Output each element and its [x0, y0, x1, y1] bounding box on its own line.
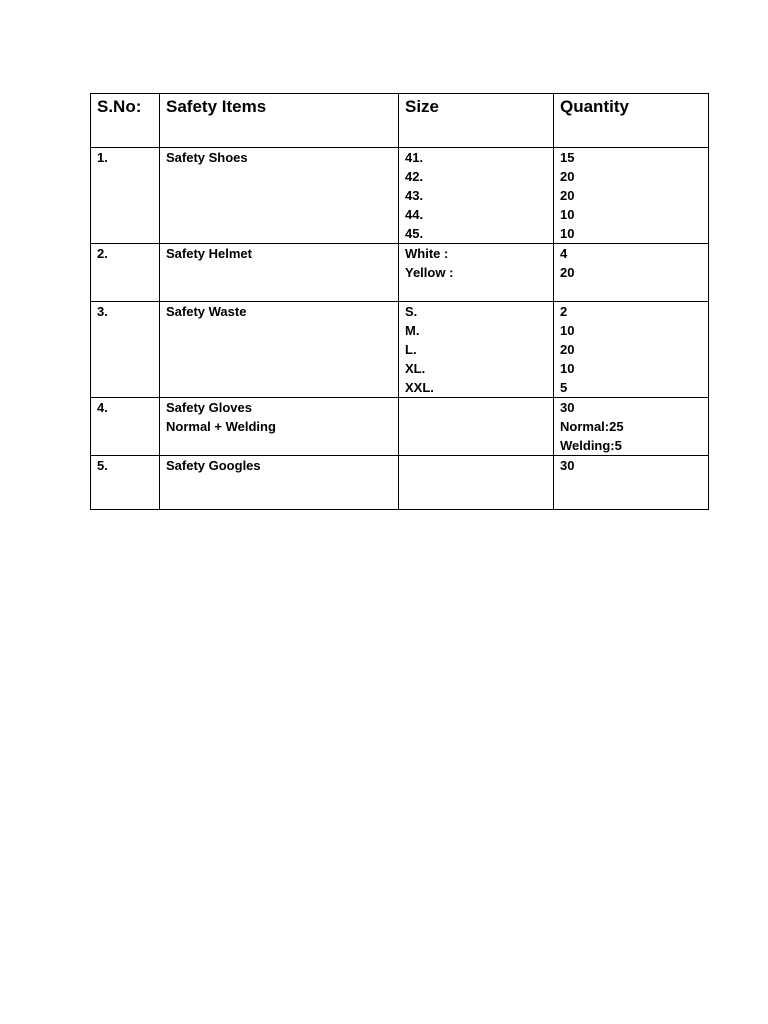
cell-size	[399, 244, 554, 302]
item-subtitle: Normal + Welding	[166, 419, 276, 434]
item-name: Safety Helmet	[166, 246, 252, 261]
item-name: Safety Googles	[166, 458, 261, 473]
cell-sno: 3.	[91, 302, 160, 398]
size-value: Yellow :	[405, 265, 454, 280]
item-name: Safety Shoes	[166, 150, 248, 165]
cell-sno: 1.	[91, 148, 160, 244]
quantity-value: Welding:5	[560, 438, 622, 453]
cell-size	[399, 456, 554, 510]
cell-size	[399, 398, 554, 456]
cell-item	[160, 302, 399, 398]
cell-item	[160, 398, 399, 456]
cell-sno: 4.	[91, 398, 160, 456]
quantity-value: 4	[560, 246, 568, 261]
quantity-value: Normal:25	[560, 419, 624, 434]
quantity-value: 10	[560, 226, 575, 241]
size-value: S.	[405, 304, 418, 319]
quantity-value: 10	[560, 323, 575, 338]
cell-quantity	[554, 302, 709, 398]
quantity-value: 20	[560, 169, 575, 184]
safety-items-table	[90, 93, 709, 510]
cell-sno: 5.	[91, 456, 160, 510]
cell-size	[399, 302, 554, 398]
item-name: Safety Waste	[166, 304, 247, 319]
cell-quantity	[554, 148, 709, 244]
cell-item	[160, 456, 399, 510]
cell-sno: 2.	[91, 244, 160, 302]
cell-item	[160, 244, 399, 302]
size-value: 43.	[405, 188, 424, 203]
quantity-value: 5	[560, 380, 568, 395]
item-name: Safety Gloves	[166, 400, 252, 415]
quantity-value: 30	[560, 458, 575, 473]
size-value: White :	[405, 246, 449, 261]
cell-quantity	[554, 456, 709, 510]
header-sno: S.No:	[91, 94, 160, 148]
quantity-value: 20	[560, 265, 575, 280]
size-value: XXL.	[405, 380, 434, 395]
table-row	[91, 148, 709, 244]
header-size: Size	[399, 94, 554, 148]
cell-quantity	[554, 244, 709, 302]
quantity-value: 20	[560, 188, 575, 203]
quantity-value: 10	[560, 207, 575, 222]
table-row	[91, 398, 709, 456]
quantity-value: 2	[560, 304, 568, 319]
size-value: L.	[405, 342, 417, 357]
header-safety-items: Safety Items	[160, 94, 399, 148]
table-row	[91, 456, 709, 510]
table-header-row	[91, 94, 709, 148]
quantity-value: 10	[560, 361, 575, 376]
table-row	[91, 302, 709, 398]
header-quantity: Quantity	[554, 94, 709, 148]
quantity-value: 30	[560, 400, 575, 415]
cell-quantity	[554, 398, 709, 456]
quantity-value: 20	[560, 342, 575, 357]
size-value: M.	[405, 323, 420, 338]
cell-size	[399, 148, 554, 244]
size-value: 45.	[405, 226, 424, 241]
cell-item	[160, 148, 399, 244]
size-value: 42.	[405, 169, 424, 184]
quantity-value: 15	[560, 150, 575, 165]
size-value: 44.	[405, 207, 424, 222]
size-value: XL.	[405, 361, 426, 376]
size-value: 41.	[405, 150, 424, 165]
table-row	[91, 244, 709, 302]
